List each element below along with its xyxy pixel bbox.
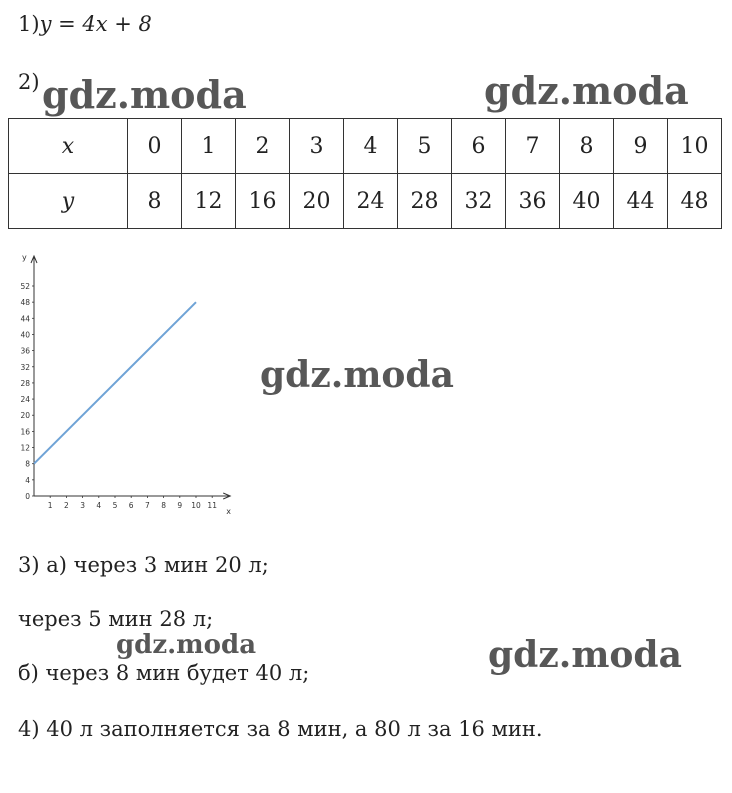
table-cell: 8 bbox=[128, 174, 182, 229]
y-tick-label: 4 bbox=[25, 475, 30, 485]
table-cell: 1 bbox=[182, 119, 236, 174]
x-tick-label: 8 bbox=[161, 501, 166, 510]
table-cell: 5 bbox=[398, 119, 452, 174]
y-tick-label: 16 bbox=[20, 427, 30, 437]
values-table bbox=[8, 118, 722, 229]
table-cell: 44 bbox=[614, 174, 668, 229]
table-cell: 36 bbox=[506, 174, 560, 229]
table-row-y bbox=[9, 174, 722, 229]
x-tick-label: 9 bbox=[177, 501, 183, 510]
table-header-y: y bbox=[9, 174, 128, 229]
x-tick-label: 2 bbox=[64, 501, 69, 510]
task1-number: 1) bbox=[18, 12, 40, 36]
task2-number: 2) bbox=[18, 70, 40, 94]
x-tick-label: 3 bbox=[80, 501, 85, 510]
y-tick-label: 48 bbox=[20, 298, 30, 308]
table-cell: 28 bbox=[398, 174, 452, 229]
watermark: gdz.moda bbox=[484, 68, 689, 113]
watermark: gdz.moda bbox=[116, 630, 257, 660]
y-tick-label: 32 bbox=[20, 362, 30, 372]
table-cell: 40 bbox=[560, 174, 614, 229]
table-header-x: x bbox=[9, 119, 128, 174]
y-tick-label: 12 bbox=[20, 443, 30, 453]
y-tick-label: 40 bbox=[20, 330, 30, 340]
watermark: gdz.moda bbox=[488, 634, 682, 676]
table-cell: 8 bbox=[560, 119, 614, 174]
x-axis-label: x bbox=[226, 507, 231, 516]
table-cell: 0 bbox=[128, 119, 182, 174]
y-tick-label: 8 bbox=[25, 459, 30, 469]
task3a-text: 3) а) через 3 мин 20 л; bbox=[18, 553, 269, 577]
y-tick-label: 28 bbox=[20, 378, 30, 388]
y-tick-label: 52 bbox=[20, 282, 30, 291]
table-cell: 4 bbox=[344, 119, 398, 174]
table-cell: 16 bbox=[236, 174, 290, 229]
table-cell: 9 bbox=[614, 119, 668, 174]
x-tick-label: 11 bbox=[207, 501, 217, 510]
x-tick-label: 4 bbox=[96, 501, 102, 510]
x-tick-label: 1 bbox=[47, 501, 53, 510]
table-cell: 12 bbox=[182, 174, 236, 229]
table-cell: 2 bbox=[236, 119, 290, 174]
y-tick-label: 24 bbox=[20, 395, 30, 405]
x-tick-label: 6 bbox=[128, 501, 134, 510]
table-cell: 3 bbox=[290, 119, 344, 174]
table-cell: 32 bbox=[452, 174, 506, 229]
table-cell: 6 bbox=[452, 119, 506, 174]
y-tick-label: 36 bbox=[20, 346, 30, 356]
y-axis-label: y bbox=[22, 253, 27, 262]
data-line bbox=[34, 302, 196, 464]
table-cell: 20 bbox=[290, 174, 344, 229]
table-cell: 24 bbox=[344, 174, 398, 229]
watermark: gdz.moda bbox=[42, 72, 247, 117]
table-row-x bbox=[9, 119, 722, 174]
table-cell: 7 bbox=[506, 119, 560, 174]
task3a2-text: через 5 мин 28 л; bbox=[18, 607, 214, 631]
y-tick-label: 0 bbox=[25, 492, 30, 501]
x-tick-label: 10 bbox=[191, 501, 201, 510]
table-cell: 10 bbox=[668, 119, 722, 174]
x-tick-label: 5 bbox=[112, 501, 118, 510]
y-tick-label: 44 bbox=[20, 314, 30, 324]
task3b-text: б) через 8 мин будет 40 л; bbox=[18, 661, 310, 685]
task4-text: 4) 40 л заполняется за 8 мин, а 80 л за 16 мин. bbox=[18, 717, 543, 741]
task1-equation: y = 4x + 8 bbox=[39, 12, 152, 36]
table-cell: 48 bbox=[668, 174, 722, 229]
task1-line bbox=[18, 12, 152, 36]
line-chart bbox=[18, 248, 258, 520]
x-tick-label: 7 bbox=[145, 501, 150, 510]
watermark: gdz.moda bbox=[260, 354, 454, 396]
y-tick-label: 20 bbox=[20, 411, 30, 421]
